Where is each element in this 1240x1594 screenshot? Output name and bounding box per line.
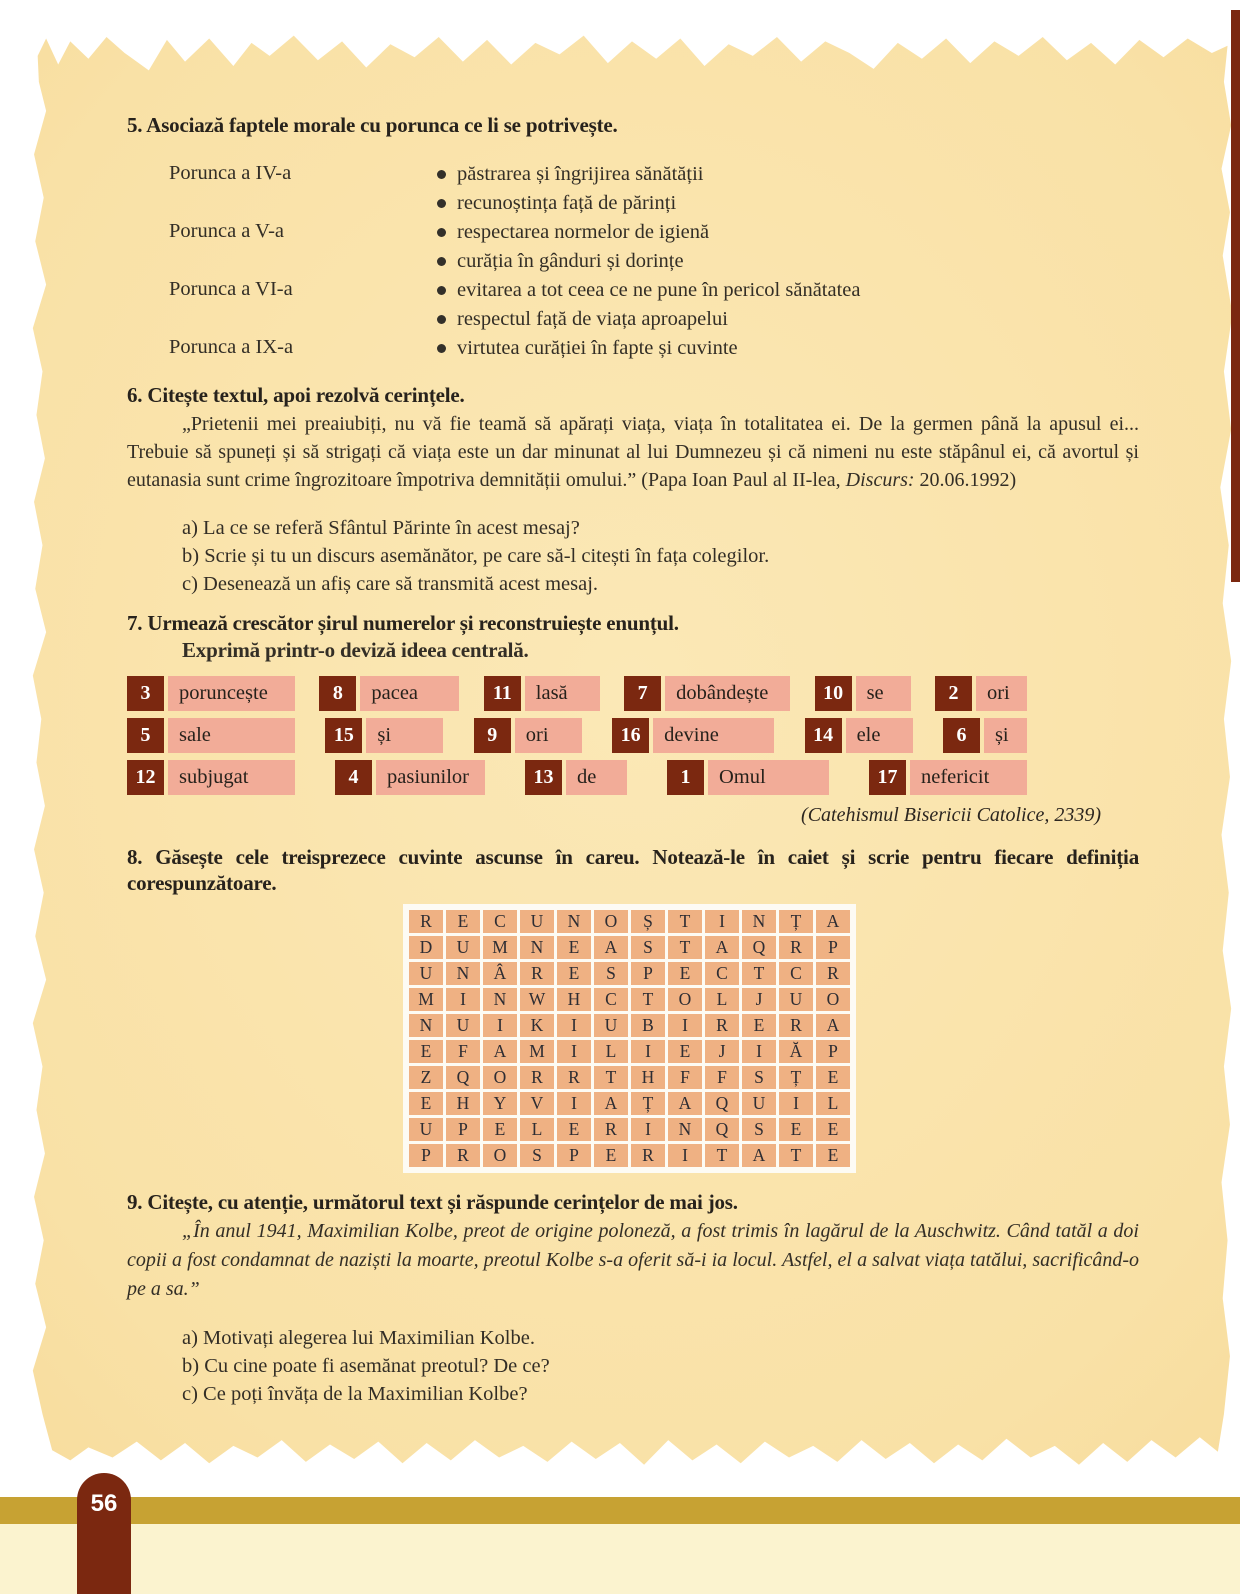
footer-strip — [0, 1524, 1240, 1594]
grid-cell: S — [742, 1066, 776, 1089]
grid-cell: I — [779, 1092, 813, 1115]
tile-number: 13 — [525, 760, 562, 795]
bullet-icon — [437, 344, 446, 353]
grid-cell: I — [557, 1040, 591, 1063]
grid-cell: T — [705, 1144, 739, 1167]
grid-cell: O — [668, 988, 702, 1011]
exercise-8-heading: 8. Găsește cele treisprezece cuvinte ascunse în careu. Notează-le în caiet și scrie pentru fiecare definiția corespunzătoare. — [127, 845, 1139, 895]
grid-cell: M — [483, 936, 517, 959]
grid-cell: L — [705, 988, 739, 1011]
grid-cell: A — [668, 1092, 702, 1115]
bullet-icon — [437, 199, 446, 208]
grid-cell: I — [668, 1144, 702, 1167]
grid-cell: Ț — [779, 910, 813, 933]
tile-group — [612, 718, 774, 753]
fact-item — [437, 160, 861, 189]
tile-word: și — [366, 718, 443, 753]
bullet-icon — [437, 170, 446, 179]
grid-cell: E — [557, 1118, 591, 1141]
grid-cell: L — [520, 1118, 554, 1141]
grid-cell: E — [668, 962, 702, 985]
fact-label: respectarea normelor de igienă — [457, 221, 710, 243]
grid-cell: O — [816, 988, 850, 1011]
grid-cell: I — [557, 1092, 591, 1115]
grid-cell: N — [483, 988, 517, 1011]
grid-cell: N — [668, 1118, 702, 1141]
exercise-6-item: a) La ce se referă Sfântul Părinte în acest mesaj? — [182, 517, 580, 539]
grid-cell: A — [816, 1014, 850, 1037]
tile-group — [667, 760, 829, 795]
tile-number: 2 — [935, 676, 972, 711]
exercise-6-section — [127, 382, 1139, 598]
grid-cell: S — [520, 1144, 554, 1167]
grid-cell: E — [409, 1092, 443, 1115]
grid-cell: U — [779, 988, 813, 1011]
grid-cell: N — [446, 962, 480, 985]
footer-gold-band — [0, 1497, 1240, 1524]
grid-cell: E — [816, 1144, 850, 1167]
fact-label: recunoștința față de părinți — [457, 192, 677, 214]
fact-label: păstrarea și îngrijirea sănătății — [457, 163, 704, 185]
grid-cell: P — [557, 1144, 591, 1167]
grid-cell: L — [816, 1092, 850, 1115]
grid-cell: A — [742, 1144, 776, 1167]
grid-cell: I — [631, 1040, 665, 1063]
tile-group — [484, 676, 600, 711]
grid-cell: S — [631, 936, 665, 959]
tile-group — [525, 760, 627, 795]
grid-cell: U — [742, 1092, 776, 1115]
tile-number: 1 — [667, 760, 704, 795]
exercise-9-section — [127, 1189, 1139, 1408]
fact-label: evitarea a tot ceea ce ne pune în pericol sănătatea — [457, 279, 861, 301]
grid-cell: T — [779, 1144, 813, 1167]
grid-cell: T — [594, 1066, 628, 1089]
grid-cell: A — [483, 1040, 517, 1063]
grid-cell: T — [668, 910, 702, 933]
grid-cell: C — [483, 910, 517, 933]
grid-cell: A — [594, 936, 628, 959]
grid-cell: N — [520, 936, 554, 959]
grid-cell: R — [446, 1144, 480, 1167]
grid-cell: H — [446, 1092, 480, 1115]
grid-cell: E — [594, 1144, 628, 1167]
grid-cell: E — [557, 936, 591, 959]
fact-label: virtutea curăției în fapte și cuvinte — [457, 337, 738, 359]
chapter-edge-bar — [1231, 10, 1240, 582]
quote-text: „Prietenii mei preaiubiți, nu vă fie teamă să apărați viața, viața în totalitatea ei. De la germen până la apusul ei... Trebuie să spuneți și să strigați că viața este un dar minunat al lui Dumnezeu și că nimeni nu este stăpânul ei, că avortul și eutanasia sunt crime îngrozitoare împotriva demnității omului.” (Papa Ioan Paul al II-lea, — [127, 413, 1139, 491]
grid-cell: R — [779, 936, 813, 959]
number-word-tiles — [127, 676, 1027, 795]
grid-cell: N — [742, 910, 776, 933]
grid-cell: E — [816, 1066, 850, 1089]
fact-item — [437, 189, 861, 218]
fact-item — [437, 218, 861, 247]
tile-number: 6 — [943, 718, 980, 753]
commandment-label: Porunca a IX-a — [169, 336, 294, 358]
grid-cell: P — [816, 936, 850, 959]
page-number: 56 — [90, 1490, 118, 1517]
tile-group — [805, 718, 913, 753]
grid-cell: O — [483, 1066, 517, 1089]
fact-item — [437, 334, 861, 363]
fact-item — [437, 276, 861, 305]
grid-cell: C — [779, 962, 813, 985]
grid-cell: L — [594, 1040, 628, 1063]
grid-cell: Ț — [631, 1092, 665, 1115]
exercise-6-item: c) Desenează un afiș care să transmită acest mesaj. — [182, 573, 599, 595]
quote-source-work: Discurs: — [845, 469, 915, 491]
grid-cell: R — [520, 962, 554, 985]
grid-cell: U — [594, 1014, 628, 1037]
tile-word: devine — [653, 718, 774, 753]
grid-cell: N — [557, 910, 591, 933]
word-search-grid — [403, 904, 856, 1173]
tile-group — [935, 676, 1027, 711]
tile-group — [624, 676, 790, 711]
bullet-icon — [437, 315, 446, 324]
tile-number: 12 — [127, 760, 164, 795]
tile-word: ori — [976, 676, 1027, 711]
grid-cell: E — [409, 1040, 443, 1063]
grid-cell: R — [631, 1144, 665, 1167]
grid-cell: M — [520, 1040, 554, 1063]
tile-number: 16 — [612, 718, 649, 753]
grid-cell: Ă — [779, 1040, 813, 1063]
grid-cell: P — [409, 1144, 443, 1167]
tile-word: subjugat — [168, 760, 295, 795]
grid-cell: T — [631, 988, 665, 1011]
grid-cell: R — [816, 962, 850, 985]
grid-cell: U — [446, 936, 480, 959]
grid-cell: U — [409, 962, 443, 985]
grid-cell: I — [631, 1118, 665, 1141]
grid-cell: A — [705, 936, 739, 959]
grid-cell: R — [779, 1014, 813, 1037]
page-number-tab — [77, 1473, 131, 1594]
grid-cell: O — [483, 1144, 517, 1167]
grid-cell: I — [483, 1014, 517, 1037]
fact-label: respectul față de viața aproapelui — [457, 308, 728, 330]
grid-cell: Ș — [631, 910, 665, 933]
grid-cell: Z — [409, 1066, 443, 1089]
grid-cell: I — [705, 910, 739, 933]
grid-cell: E — [446, 910, 480, 933]
grid-cell: K — [520, 1014, 554, 1037]
tile-word: și — [984, 718, 1027, 753]
grid-cell: I — [557, 1014, 591, 1037]
grid-cell: P — [631, 962, 665, 985]
fact-item — [437, 247, 861, 276]
tile-group — [869, 760, 1027, 795]
grid-cell: Q — [742, 936, 776, 959]
grid-cell: E — [668, 1040, 702, 1063]
exercise-7-subheading: Exprimă printr-o deviză ideea centrală. — [182, 638, 529, 662]
page-content — [127, 112, 1139, 1408]
tile-group — [335, 760, 485, 795]
grid-cell: I — [742, 1040, 776, 1063]
tile-word: sale — [168, 718, 295, 753]
grid-cell: R — [557, 1066, 591, 1089]
facts-column — [437, 160, 861, 363]
tile-word: pacea — [360, 676, 459, 711]
grid-cell: Q — [705, 1092, 739, 1115]
grid-cell: I — [668, 1014, 702, 1037]
grid-cell: W — [520, 988, 554, 1011]
tile-group — [127, 760, 295, 795]
grid-cell: C — [705, 962, 739, 985]
grid-cell: E — [816, 1118, 850, 1141]
quote-source-rest: 20.06.1992) — [914, 469, 1017, 491]
grid-cell: R — [409, 910, 443, 933]
tile-number: 11 — [484, 676, 521, 711]
bullet-icon — [437, 257, 446, 266]
grid-cell: S — [742, 1118, 776, 1141]
tile-word: nefericit — [910, 760, 1027, 795]
tile-number: 3 — [127, 676, 164, 711]
tile-word: lasă — [525, 676, 600, 711]
grid-cell: F — [705, 1066, 739, 1089]
grid-cell: A — [816, 910, 850, 933]
grid-cell: E — [557, 962, 591, 985]
tile-number: 8 — [319, 676, 356, 711]
tile-word: poruncește — [168, 676, 295, 711]
grid-cell: V — [520, 1092, 554, 1115]
matching-exercise — [127, 160, 1139, 368]
grid-cell: T — [668, 936, 702, 959]
tile-word: ele — [846, 718, 913, 753]
catechism-citation: (Catehismul Bisericii Catolice, 2339) — [801, 804, 1101, 826]
fact-label: curăția în gânduri și dorințe — [457, 250, 684, 272]
grid-cell: J — [705, 1040, 739, 1063]
tile-number: 4 — [335, 760, 372, 795]
grid-cell: A — [594, 1092, 628, 1115]
exercise-7-heading: 7. Urmează crescător șirul numerelor și reconstruiește enunțul. — [127, 611, 679, 635]
exercise-6-quote — [127, 410, 1139, 494]
exercise-9-item: a) Motivați alegerea lui Maximilian Kolbe. — [182, 1327, 535, 1349]
grid-cell: R — [520, 1066, 554, 1089]
tile-word: de — [566, 760, 627, 795]
tile-number: 5 — [127, 718, 164, 753]
grid-cell: Y — [483, 1092, 517, 1115]
grid-cell: H — [557, 988, 591, 1011]
grid-cell: Q — [446, 1066, 480, 1089]
tile-group — [815, 676, 911, 711]
tile-group — [325, 718, 443, 753]
bullet-icon — [437, 228, 446, 237]
tile-group — [127, 718, 295, 753]
grid-cell: N — [409, 1014, 443, 1037]
bullet-icon — [437, 286, 446, 295]
exercise-8-section — [127, 844, 1139, 1173]
exercise-6-items — [127, 514, 1139, 598]
grid-cell: U — [409, 1118, 443, 1141]
grid-cell: C — [594, 988, 628, 1011]
tile-number: 17 — [869, 760, 906, 795]
tile-number: 15 — [325, 718, 362, 753]
exercise-7-section — [127, 610, 1139, 828]
grid-cell: E — [779, 1118, 813, 1141]
grid-cell: S — [594, 962, 628, 985]
grid-cell: U — [520, 910, 554, 933]
grid-cell: I — [446, 988, 480, 1011]
tile-word: pasiunilor — [376, 760, 485, 795]
grid-cell: Ț — [779, 1066, 813, 1089]
exercise-5-section — [127, 112, 1139, 368]
tile-group — [474, 718, 582, 753]
exercise-6-item: b) Scrie și tu un discurs asemănător, pe care să-l citești în fața colegilor. — [182, 545, 770, 567]
tile-row — [127, 760, 1027, 795]
exercise-9-item: b) Cu cine poate fi asemănat preotul? De ce? — [182, 1355, 550, 1377]
grid-cell: R — [594, 1118, 628, 1141]
grid-cell: H — [631, 1066, 665, 1089]
grid-cell: O — [594, 910, 628, 933]
grid-cell: J — [742, 988, 776, 1011]
exercise-9-quote: „În anul 1941, Maximilian Kolbe, preot de origine poloneză, a fost trimis în lagărul de la Auschwitz. Când tatăl a doi copii a fost condamnat de naziști la moarte, preotul Kolbe s-a oferit să-i ia locul. Astfel, el a salvat viața tatălui, sacrificând-o pe a sa.” — [127, 1220, 1139, 1300]
tile-group — [319, 676, 459, 711]
tile-group — [943, 718, 1027, 753]
tile-word: Omul — [708, 760, 829, 795]
tile-word: se — [856, 676, 911, 711]
grid-cell: R — [705, 1014, 739, 1037]
tile-word: ori — [515, 718, 582, 753]
grid-cell: D — [409, 936, 443, 959]
grid-cell: F — [446, 1040, 480, 1063]
tile-word: dobândește — [665, 676, 790, 711]
exercise-5-heading: 5. Asociază faptele morale cu porunca ce li se potrivește. — [127, 113, 618, 137]
commandment-label: Porunca a IV-a — [169, 162, 292, 184]
exercise-9-items — [127, 1324, 1139, 1408]
tile-number: 9 — [474, 718, 511, 753]
grid-cell: Â — [483, 962, 517, 985]
tile-row — [127, 718, 1027, 753]
grid-cell: Q — [705, 1118, 739, 1141]
tile-number: 14 — [805, 718, 842, 753]
commandment-label: Porunca a VI-a — [169, 278, 293, 300]
grid-cell: E — [742, 1014, 776, 1037]
fact-item — [437, 305, 861, 334]
exercise-6-heading: 6. Citește textul, apoi rezolvă cerințele. — [127, 383, 465, 407]
exercise-9-item: c) Ce poți învăța de la Maximilian Kolbe? — [182, 1383, 528, 1405]
grid-cell: P — [446, 1118, 480, 1141]
tile-number: 10 — [815, 676, 852, 711]
grid-cell: U — [446, 1014, 480, 1037]
grid-cell: F — [668, 1066, 702, 1089]
commandment-label: Porunca a V-a — [169, 220, 285, 242]
grid-cell: T — [742, 962, 776, 985]
grid-cell: E — [483, 1118, 517, 1141]
exercise-9-heading: 9. Citește, cu atenție, următorul text și răspunde cerințelor de mai jos. — [127, 1190, 738, 1214]
tile-group — [127, 676, 295, 711]
grid-cell: P — [816, 1040, 850, 1063]
grid-cell: B — [631, 1014, 665, 1037]
tile-row — [127, 676, 1027, 711]
grid-cell: M — [409, 988, 443, 1011]
tile-number: 7 — [624, 676, 661, 711]
